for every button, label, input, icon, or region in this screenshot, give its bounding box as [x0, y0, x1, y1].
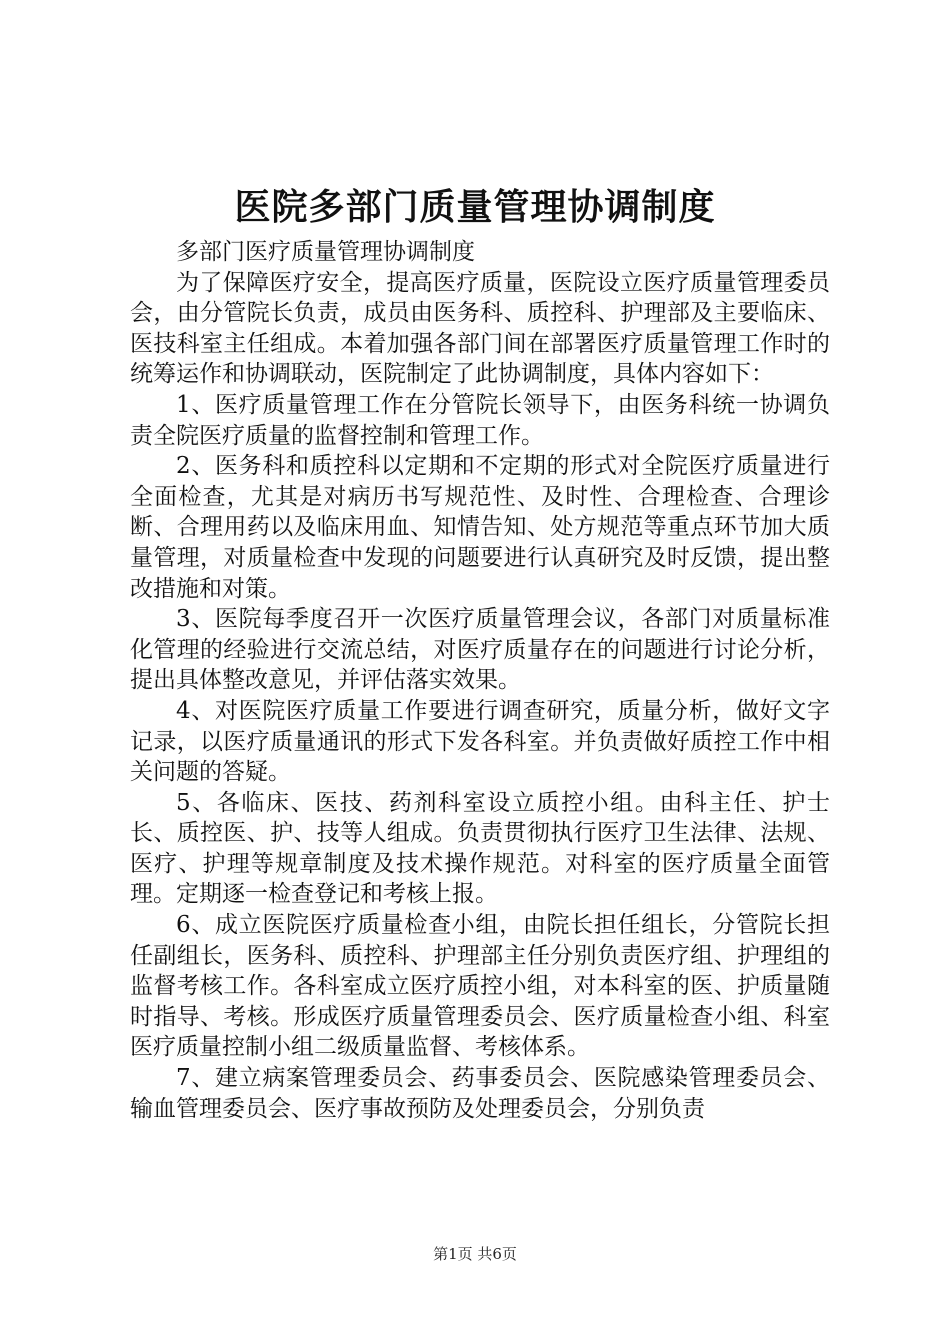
document-title: 医院多部门质量管理协调制度: [234, 187, 716, 228]
document-subtitle: 多部门医疗质量管理协调制度: [176, 239, 475, 265]
clause-3-paragraph: 3、医院每季度召开一次医疗质量管理会议，各部门对质量标准化管理的经验进行交流总结，对医疗质量存在的问题进行讨论分析，提出具体整改意见，并评估落实效果。: [130, 606, 830, 694]
intro-paragraph: 为了保障医疗安全，提高医疗质量，医院设立医疗质量管理委员会，由分管院长负责，成员由医务科、质控科、护理部及主要临床、医技科室主任组成。本着加强各部门间在部署医疗质量管理工作时的统筹运作和协调联动，医院制定了此协调制度，具体内容如下：: [130, 269, 830, 388]
page-number-footer: 第1页 共6页: [433, 1245, 517, 1263]
clause-5-paragraph: 5、各临床、医技、药剂科室设立质控小组。由科主任、护士长、质控医、护、技等人组成。负责贯彻执行医疗卫生法律、法规、医疗、护理等规章制度及技术操作规范。对科室的医疗质量全面管理。定期逐一检查登记和考核上报。: [130, 789, 830, 908]
clause-6-paragraph: 6、成立医院医疗质量检查小组，由院长担任组长，分管院长担任副组长，医务科、质控科、护理部主任分别负责医疗组、护理组的监督考核工作。各科室成立医疗质控小组，对本科室的医、护质量随时指导、考核。形成医疗质量管理委员会、医疗质量检查小组、科室医疗质量控制小组二级质量监督、考核体系。: [130, 912, 830, 1061]
clause-7-paragraph: 7、建立病案管理委员会、药事委员会、医院感染管理委员会、输血管理委员会、医疗事故预防及处理委员会，分别负责: [130, 1065, 830, 1122]
clause-1-paragraph: 1、医疗质量管理工作在分管院长领导下，由医务科统一协调负责全院医疗质量的监督控制和管理工作。: [130, 391, 830, 449]
clause-2-paragraph: 2、医务科和质控科以定期和不定期的形式对全院医疗质量进行全面检查，尤其是对病历书写规范性、及时性、合理检查、合理诊断、合理用药以及临床用血、知情告知、处方规范等重点环节加大质量管理，对质量检查中发现的问题要进行认真研究及时反馈，提出整改措施和对策。: [130, 453, 830, 602]
document-body: [130, 237, 830, 1124]
clause-4-paragraph: 4、对医院医疗质量工作要进行调查研究，质量分析，做好文字记录，以医疗质量通讯的形式下发各科室。并负责做好质控工作中相关问题的答疑。: [130, 697, 830, 786]
